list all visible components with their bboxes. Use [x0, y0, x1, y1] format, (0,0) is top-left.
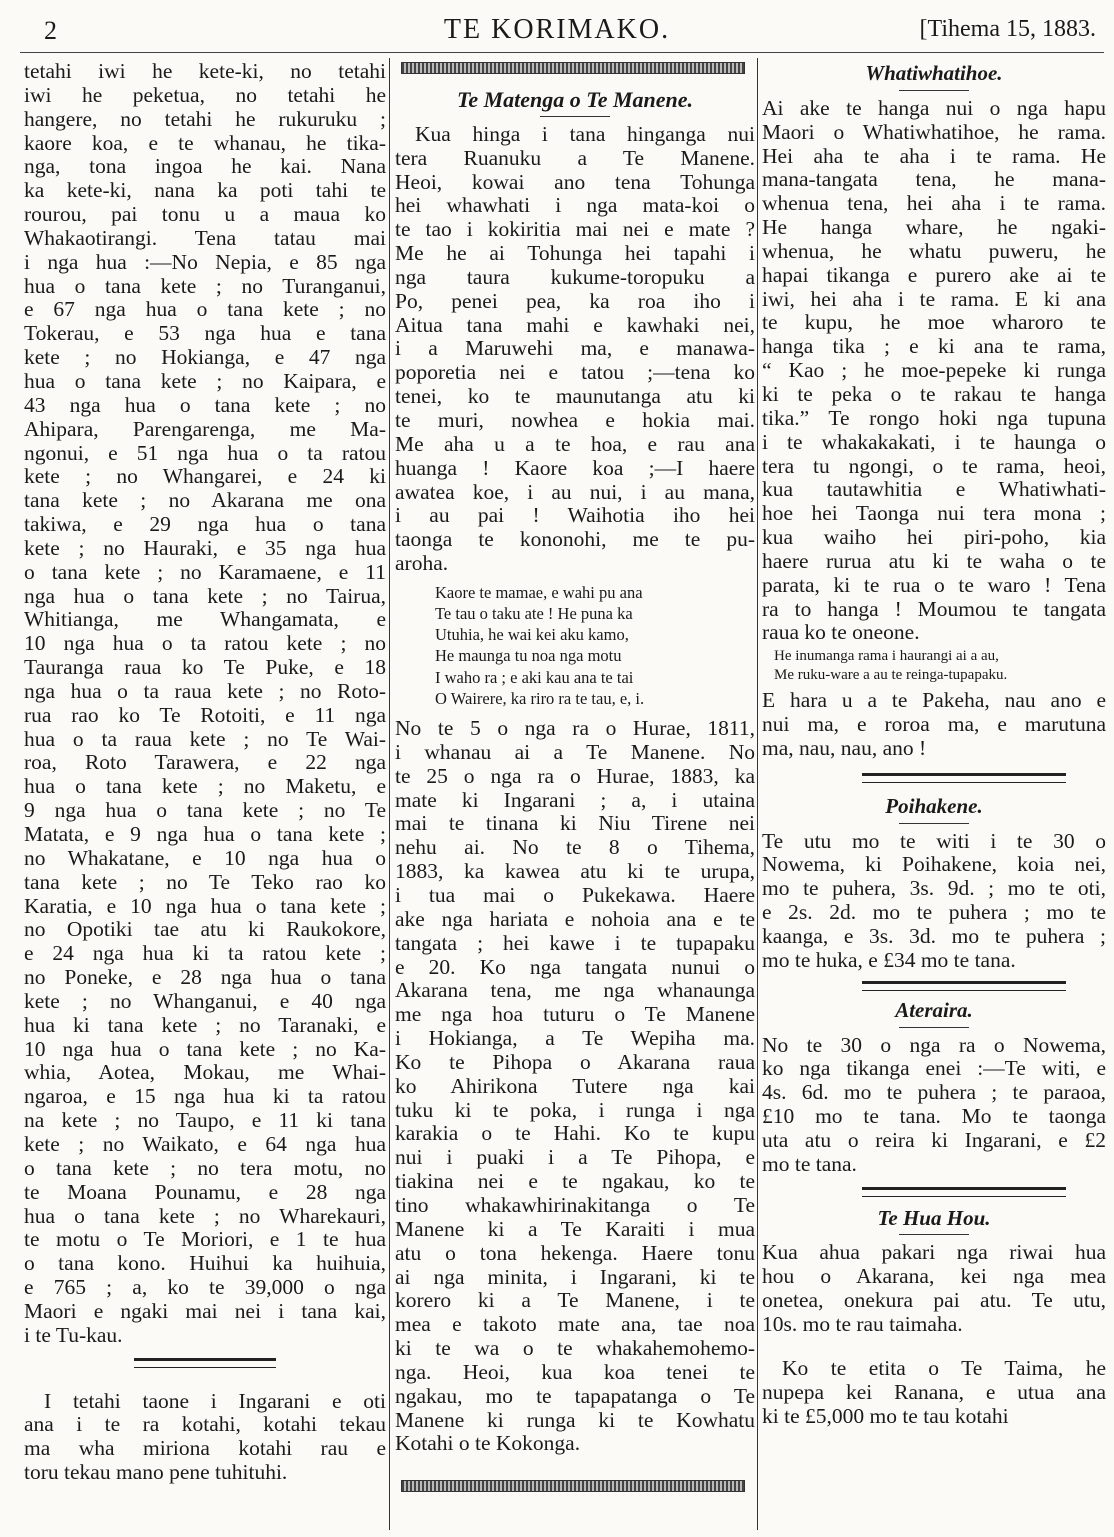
text-line: ki te peka o te rakau te hanga: [762, 381, 1106, 406]
text-line: Karatia, e 10 nga hua o tana kete ;: [24, 893, 386, 918]
text-line: hua o tana kete ; no Maketu, e: [24, 774, 386, 799]
text-line: i nga hua :—No Nepia, e 85 nga: [24, 249, 386, 274]
ornamental-rule: [401, 1480, 745, 1492]
text-line: Matata, e 9 nga hua o tana kete ;: [24, 822, 386, 846]
text-line: Tauranga raua ko Te Puke, e 18: [24, 655, 386, 680]
verse-line: He maunga tu noa nga motu: [435, 646, 622, 666]
text-line: kua tautawhitia e Whatiwhati-: [762, 477, 1106, 502]
text-line: haere rurua atu ki te waha o te: [762, 548, 1106, 573]
ornamental-rule: [401, 62, 745, 74]
text-line: mo te tana.: [762, 1151, 857, 1176]
text-line: Ko te etita o Te Taima, he: [782, 1355, 1106, 1380]
text-line: tana kete ; no Te Teko rao ko: [24, 869, 386, 894]
text-line: ana i te ra kotahi, kotahi tekau: [24, 1412, 386, 1437]
text-line: onetea, onekura pai atu. Te utu,: [762, 1288, 1106, 1313]
text-line: no Opotiki tae atu ki Raukokore,: [24, 917, 386, 942]
text-line: mea e takoto mate ana, tae noa: [395, 1312, 755, 1337]
text-line: me nga hoa tuturu o Te Manene: [395, 1002, 755, 1027]
text-line: Ai ake te hanga nui o nga hapu: [762, 95, 1106, 120]
text-line: Ahipara, Parengarenga, me Ma-: [24, 416, 386, 441]
text-line: Hei aha te aha i te rama. He: [762, 143, 1106, 168]
text-line: te muri, nowhea e hokia mai.: [395, 407, 755, 432]
text-line: nga hua o ta raua kete ; no Roto-: [24, 678, 386, 703]
text-line: Maori o Whatiwhatihoe, he rama.: [762, 119, 1106, 144]
text-line: 10s. mo te rau taimaha.: [762, 1311, 963, 1336]
text-line: hou o Akarana, kei nga mea: [762, 1264, 1106, 1289]
verse-line: He inumanga rama i haurangi ai a au,: [774, 648, 999, 665]
text-line: kete ; no Whanganui, e 40 nga: [24, 988, 386, 1013]
text-line: hapai tikanga e purero ake ai te: [762, 262, 1106, 287]
text-line: tera tu ngongi, o te rama, heoi,: [762, 453, 1106, 478]
text-line: i te Tu-kau.: [24, 1322, 123, 1347]
text-line: Whakaotirangi. Tena tatau mai: [24, 225, 386, 250]
text-line: Te utu mo te witi i te 30 o: [762, 828, 1106, 853]
column-divider: [757, 58, 758, 1530]
article-text: [762, 97, 1106, 645]
text-line: i tua mai o Pukekawa. Haere: [395, 883, 755, 907]
verse-line: O Wairere, ka riro ra te tau, e, i.: [435, 688, 645, 708]
short-rule: [540, 116, 610, 117]
article-text: [24, 1390, 386, 1485]
text-line: korero ki a Te Manene, i te: [395, 1288, 755, 1313]
article-text: [762, 1241, 1106, 1336]
text-line: ki te £5,000 mo te tau kotahi: [762, 1403, 1009, 1428]
text-line: whenua, he whatu puweru, he: [762, 238, 1106, 263]
text-line: He hanga whare, he ngaki-: [762, 215, 1106, 240]
text-line: no Poneke, e 28 nga hua o tana: [24, 965, 386, 990]
text-line: mate ki Ingarani ; a, i utaina: [395, 787, 755, 812]
text-line: 43 nga hua o tana kete ; no: [24, 392, 386, 417]
text-line: te tao i kokiritia mai nei e mate ?: [395, 217, 755, 242]
text-line: mai te tinana ki Niu Tirene nei: [395, 811, 755, 836]
text-line: hei whawhati i nga mata-koi o: [395, 193, 755, 218]
column-1: [24, 60, 386, 1485]
text-line: toru tekau mano pene tuhituhi.: [24, 1460, 288, 1485]
text-line: poporetia nei e tatou ;—tena ko: [395, 360, 755, 385]
text-line: nehu ai. No te 8 o Tihema,: [395, 835, 755, 860]
masthead-title: TE KORIMAKO.: [443, 14, 671, 45]
text-line: Tokerau, e 53 nga hua e tana: [24, 321, 386, 346]
verse-line: Utuhia, he wai kei aku kamo,: [435, 625, 629, 645]
text-line: nupepa kei Ranana, e utua ana: [762, 1379, 1106, 1404]
text-line: “ Kao ; he moe-pepeke ki runga: [762, 358, 1106, 383]
text-line: tenei, ko te maunutanga atu ki: [395, 384, 755, 409]
text-line: o tana kono. Huihui ka huihuia,: [24, 1251, 386, 1276]
text-line: 10 nga hua o ta ratou kete ; no: [24, 631, 386, 656]
text-line: Nowema, ki Poihakene, koia nei,: [762, 852, 1106, 877]
text-line: £10 mo te tana. Mo te taonga: [762, 1104, 1106, 1129]
text-line: iwi, hei aha i te rama. E ki ana: [762, 286, 1106, 311]
text-line: ake nga hariata e nohoia ana e te: [395, 906, 755, 931]
text-line: te Moana Pounamu, e 28 nga: [24, 1179, 386, 1204]
poem-verse: [762, 647, 1106, 685]
header-rule: [20, 52, 1104, 53]
text-line: kua waiho hei piri-poho, kia: [762, 525, 1106, 550]
text-line: parata, ki te rua o te waro ! Tena: [762, 572, 1106, 597]
text-line: i a Maruwehi ma, e manawa-: [395, 336, 755, 361]
text-line: 9 nga hua o tana kete ; no Te: [24, 798, 386, 823]
page-header: [0, 6, 1114, 46]
text-line: i te whakakakati, i te haunga o: [762, 429, 1106, 454]
poem-verse: [395, 582, 755, 709]
text-line: kete ; no Waikato, e 64 nga hua: [24, 1131, 386, 1156]
page-number: 2: [44, 16, 57, 45]
text-line: whenua tena, hei aha i te rama.: [762, 191, 1106, 216]
text-line: tana kete ; no Akarana me ona: [24, 488, 386, 513]
short-rule: [899, 1234, 969, 1235]
text-line: ko Ahirikona Tutere nga kai: [395, 1073, 755, 1098]
text-line: No te 30 o nga ra o Nowema,: [762, 1032, 1106, 1057]
section-heading: Whatiwhatihoe.: [865, 61, 1003, 85]
text-line: tetahi iwi he kete-ki, no tetahi: [24, 59, 386, 83]
text-line: 10 nga hua o tana kete ; no Ka-: [24, 1036, 386, 1061]
text-line: nga. Heoi, kua koa tenei te: [395, 1359, 755, 1384]
text-line: o tana kete ; no tera motu, no: [24, 1155, 386, 1180]
text-line: ai nga minita, i Ingarani, ki te: [395, 1264, 755, 1289]
text-line: ma, nau, nau, ano !: [762, 735, 927, 760]
text-line: e 765 ; a, ko te 39,000 o nga: [24, 1275, 386, 1300]
text-line: i whanau ai a Te Manene. No: [395, 739, 755, 764]
article-text: [24, 60, 386, 1348]
article-text: [395, 123, 755, 576]
text-line: nga hua o tana kete ; no Tairua,: [24, 583, 386, 608]
section-rule: [862, 773, 1066, 783]
text-line: mo te puhera, 3s. 9d. ; mo te oti,: [762, 876, 1106, 901]
text-line: hua o tana kete ; no Turanganui,: [24, 273, 386, 298]
dateline: [Tihema 15, 1883.: [919, 16, 1096, 42]
text-line: mana-tangata tena, he mana-: [762, 167, 1106, 192]
text-line: o tana kete ; no Karamaene, e 11: [24, 559, 386, 584]
section-rule: [134, 1358, 276, 1368]
spacer: [762, 1337, 1106, 1357]
article-text: [395, 717, 755, 1456]
text-line: hua ki tana kete ; no Taranaki, e: [24, 1012, 386, 1037]
text-line: mo te huka, e £34 mo te tana.: [762, 947, 1016, 972]
verse-line: Me ruku-ware a au te reinga-tupapaku.: [774, 667, 1008, 684]
verse-line: I waho ra ; e aki kau ana te tai: [435, 667, 634, 687]
text-line: tiakina nei e te ngakau, ko te: [395, 1169, 755, 1194]
section-heading: Ateraira.: [895, 997, 973, 1022]
section-heading: Poihakene.: [885, 793, 983, 818]
text-line: kete ; no Hauraki, e 35 nga hua: [24, 535, 386, 560]
text-line: Kua ahua pakari nga riwai hua: [762, 1240, 1106, 1265]
text-line: hanga tika ; e ki ana te rama,: [762, 334, 1106, 359]
section-rule: [862, 1187, 1066, 1197]
text-line: ko nga tikanga enei :—Te witi, e: [762, 1056, 1106, 1081]
text-line: rua rao ko Te Rotoiti, e 11 nga: [24, 702, 386, 727]
text-line: kete ; no Hokianga, e 47 nga: [24, 345, 386, 370]
text-line: tangata ; hei kawe i te tupapaku: [395, 930, 755, 955]
text-line: 1883, ka kawea atu ki te urupa,: [395, 859, 755, 884]
text-line: ma wha miriona kotahi rau e: [24, 1436, 386, 1461]
text-line: e 67 nga hua o tana kete ; no: [24, 297, 386, 322]
text-line: nga, tona ingoa he kai. Nana: [24, 154, 386, 179]
text-line: nui i puaki i a Te Pihopa, e: [395, 1145, 755, 1170]
text-line: ngaroa, e 15 nga hua ki ta ratou: [24, 1084, 386, 1109]
verse-line: Kaore te mamae, e wahi pu ana: [435, 582, 643, 602]
section-rule: [862, 981, 1066, 991]
text-line: hoe hei Taonga nui tera mona ;: [762, 501, 1106, 526]
text-line: Kua hinga i tana hinganga nui: [415, 121, 755, 146]
text-line: e 20. Ko nga tangata nunui o: [395, 954, 755, 979]
article-text: [762, 689, 1106, 761]
text-line: whia, Aotea, Mokau, me Whai-: [24, 1060, 386, 1085]
text-line: i Hokianga, a Te Wepiha ma.: [395, 1026, 755, 1051]
text-line: hua o tana kete ; no Wharekauri,: [24, 1203, 386, 1228]
text-line: tika.” Te rongo hoki nga tupuna: [762, 405, 1106, 430]
text-line: iwi he peketua, no tetahi he: [24, 82, 386, 107]
text-line: takiwa, e 29 nga hua o tana: [24, 512, 386, 537]
text-line: Kotahi o te Kokonga.: [395, 1431, 581, 1456]
column-2: [395, 60, 755, 1500]
text-line: Aitua tana mahi e kawhaki nei,: [395, 312, 755, 337]
section-heading: Te Hua Hou.: [877, 1205, 991, 1230]
text-line: nui ma, e roroa ma, e marutuna: [762, 712, 1106, 737]
text-line: No te 5 o nga ra o Hurae, 1811,: [395, 716, 755, 741]
short-rule: [899, 90, 969, 91]
text-line: aroha.: [395, 551, 449, 576]
section-heading: Te Matenga o Te Manene.: [456, 87, 694, 112]
column-divider: [389, 58, 390, 1530]
column-3: [762, 60, 1106, 1428]
text-line: karakia o te Hahi. Ko te kupu: [395, 1121, 755, 1146]
article-text: [762, 1034, 1106, 1177]
text-line: tino whakawhirinakitanga o Te: [395, 1192, 755, 1217]
text-line: E hara u a te Pakeha, nau ano e: [762, 688, 1106, 713]
text-line: atu o tona hekenga. Haere tonu: [395, 1240, 755, 1265]
text-line: taonga te kononohi, me te pu-: [395, 527, 755, 552]
text-line: 4s. 6d. mo te puhera ; te paraoa,: [762, 1080, 1106, 1105]
text-line: rourou, pai tonu u a maua ko: [24, 202, 386, 227]
short-rule: [899, 823, 969, 824]
text-line: e 2s. 2d. mo te puhera ; mo te: [762, 900, 1106, 925]
text-line: Me he ai Tohunga hei tapahi i: [395, 241, 755, 266]
text-line: i au pai ! Waihotia iho hei: [395, 503, 755, 528]
text-line: nga taura kukume-toropuku a: [395, 264, 755, 289]
text-line: Ko te Pihopa o Akarana raua: [395, 1049, 755, 1074]
text-line: tuku ki te poka, i runga i nga: [395, 1097, 755, 1122]
text-line: Akarana tena, me nga whanaunga: [395, 978, 755, 1003]
article-text: [762, 830, 1106, 973]
text-line: na kete ; no Taupo, e 11 ki tana: [24, 1108, 386, 1133]
text-line: kaore koa, e te whanau, he tika-: [24, 130, 386, 155]
text-line: Maori e ngaki mai nei i tana kai,: [24, 1298, 386, 1323]
text-line: hua o ta raua kete ; no Te Wai-: [24, 726, 386, 751]
article-text: [762, 1357, 1106, 1429]
text-line: ngakau, mo te tapapatanga o Te: [395, 1383, 755, 1408]
text-line: ka kete-ki, nana ka poti tahi te: [24, 178, 386, 203]
text-line: ngonui, e 51 nga hua o ta ratou: [24, 440, 386, 465]
text-line: Me aha u a te hoa, e rau ana: [395, 431, 755, 456]
short-rule: [899, 1027, 969, 1028]
text-line: tera Ruanuku a Te Manene.: [395, 145, 755, 170]
text-line: uta atu o reira ki Ingarani, e £2: [762, 1127, 1106, 1152]
text-line: kaanga, e 3s. 3d. mo te puhera ;: [762, 924, 1106, 948]
text-line: awatea koe, i au nui, i au mana,: [395, 479, 755, 504]
text-line: te motu o Te Moriori, e 1 te hua: [24, 1227, 386, 1252]
text-line: hangere, no tetahi he rukuruku ;: [24, 106, 386, 131]
text-line: hua o tana kete ; no Kaipara, e: [24, 368, 386, 393]
text-line: raua ko te oneone.: [762, 620, 920, 645]
text-line: ra to hanga ! Moumou te tangata: [762, 596, 1106, 621]
text-line: e 24 nga hua ki ta ratou kete ;: [24, 941, 386, 966]
text-line: Manene ki runga ki te Kowhatu: [395, 1407, 755, 1432]
text-line: huanga ! Kaore koa ;—I haere: [395, 455, 755, 480]
text-line: Whitianga, me Whangamata, e: [24, 607, 386, 632]
text-line: I tetahi taone i Ingarani e oti: [44, 1388, 386, 1413]
text-line: Heoi, kowai ano tena Tohunga: [395, 169, 755, 194]
text-line: roa, Roto Tarawera, e 22 nga: [24, 750, 386, 775]
text-line: ki te wa o te whakahemohemo-: [395, 1336, 755, 1361]
text-line: te kupu, he moe wharoro te: [762, 310, 1106, 335]
text-line: no Whakatane, e 10 nga hua o: [24, 845, 386, 870]
text-line: Manene ki a Te Karaiti i mua: [395, 1216, 755, 1241]
text-line: Po, penei pea, ka roa iho i: [395, 288, 755, 313]
text-line: te 25 o nga ra o Hurae, 1883, ka: [395, 763, 755, 788]
verse-line: Te tau o taku ate ! He puna ka: [435, 604, 633, 624]
text-line: kete ; no Whangarei, e 24 ki: [24, 464, 386, 489]
